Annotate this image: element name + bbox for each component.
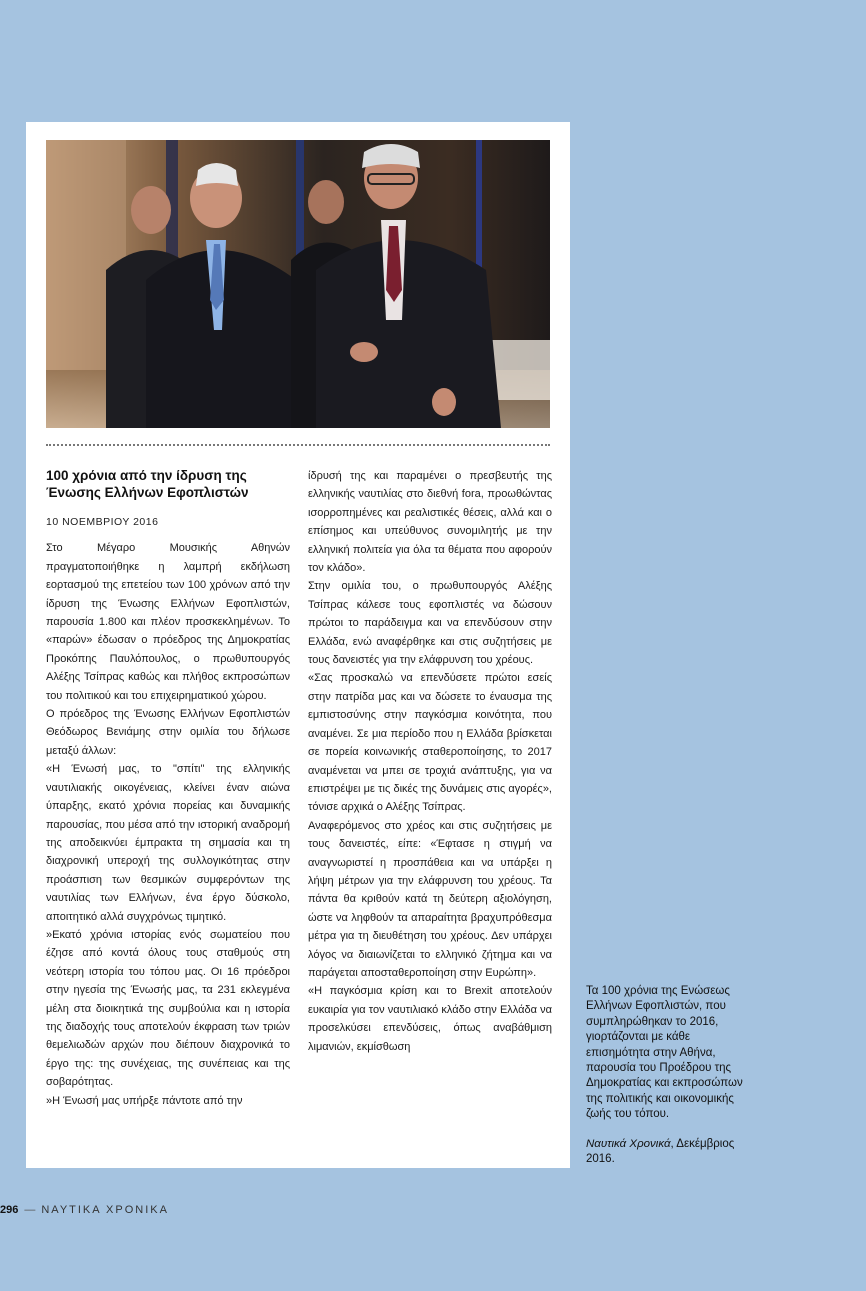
article-headline: 100 χρόνια από την ίδρυση της Ένωσης Ελλήνων Εφοπλιστών (46, 468, 249, 500)
caption-text: Τα 100 χρόνια της Ενώσεως Ελλήνων Εφοπλιστών, που συμπληρώθηκαν το 2016, γιορτάζονται με κάθε επισημότητα στην Αθήνα, παρουσία του Προέδρου της Δημοκρατίας και εκπροσώπων της πολιτικής και οικονομικής ζωής του τόπου. (586, 985, 743, 1121)
source-name: Ναυτικά Χρονικά (586, 1137, 671, 1150)
paragraph: Στο Μέγαρο Μουσικής Αθηνών πραγματοποιήθηκε η λαμπρή εκδήλωση εορτασμού της επετείου των 100 χρόνων από την ίδρυση της Ένωσης Ελλήνων Εφοπλιστών, παρουσία 1.800 και πλέον προσκεκλημένων. Το «παρών» έδωσαν ο πρόεδρος της Δημοκρατίας Προκόπης Παυλόπουλος, ο πρωθυπουργός Αλέξης Τσίπρας καθώς και πλήθος εκπροσώπων του πολιτικού και του επιχειρηματικού χώρου. (46, 542, 290, 702)
footer-dash: — (24, 1204, 36, 1216)
paragraph: »Η Ένωσή μας υπήρξε πάντοτε από την (46, 1094, 243, 1107)
publication-name: ΝΑΥΤΙΚΑ ΧΡΟΝΙΚΑ (41, 1204, 169, 1216)
paragraph: Ο πρόεδρος της Ένωσης Ελλήνων Εφοπλιστών Θεόδωρος Βενιάμης στην ομιλία του δήλωσε μεταξύ άλλων: (46, 708, 290, 757)
separator (46, 444, 550, 446)
paragraph: «Η παγκόσμια κρίση και το Brexit αποτελούν ευκαιρία για τον ναυτιλιακό κλάδο στην Ελλάδα να προσελκύσει επενδύσεις, όπως αναβάθμιση λιμανιών, εκμίσθωση (308, 985, 552, 1053)
page-footer (0, 1204, 169, 1216)
event-photo (46, 140, 550, 428)
caption-source (586, 1137, 756, 1168)
side-caption (586, 984, 756, 1167)
article-date: 10 ΝΟΕΜΒΡΙΟΥ 2016 (46, 516, 159, 528)
paragraph: Στην ομιλία του, ο πρωθυπουργός Αλέξης Τσίπρας κάλεσε τους εφοπλιστές να δώσουν πρώτοι το παράδειγμα και να επενδύσουν στην Ελλάδα, ενώ αναφέρθηκε και στις συζητήσεις με τους δανειστές για την ελάφρυνση του χρέους. (308, 580, 552, 667)
article-column-left (46, 467, 290, 1110)
paragraph: »Εκατό χρόνια ιστορίας ενός σωματείου που έζησε από κοντά όλους τους σταθμούς στη νεότερη ιστορία του τόπου μας. Οι 16 πρόεδροι στην ηγεσία της Ένωσής μας, τα 231 εκλεγμένα μέλη στα διοικητικά της συμβούλια και η ιστορία της διαδοχής τους αποτελούν έκφραση των τριών θεμελιωδών αρχών που διέπουν διαχρονικά το έργο της: της συνέχειας, της συνέπειας και της σοβαρότητας. (46, 928, 290, 1089)
paragraph: «Σας προσκαλώ να επενδύσετε πρώτοι εσείς στην πατρίδα μας και να δώσετε το έναυσμα της εμπιστοσύνης στην παγκόσμια κοινότητα, που αναμένει. Σε μια περίοδο που η Ελλάδα βρίσκεται σε πορεία κοινωνικής σταθεροποίησης, το 2017 αναμένεται να μπει σε τροχιά ανάπτυξης, για να επιστρέψει με τις δικές της δυνάμεις στις αγορές», τόνισε αρχικά ο Αλέξης Τσίπρας. (308, 672, 552, 814)
page-number: 296 (0, 1204, 19, 1216)
source-date: , Δεκέμβριος 2016. (586, 1137, 735, 1166)
article-column-right (308, 467, 552, 1056)
article-clipping (26, 122, 570, 1168)
paragraph: «Η Ένωσή μας, το "σπίτι" της ελληνικής ναυτιλιακής οικογένειας, κλείνει έναν αιώνα ύπαρξης, εκατό χρόνια πορείας και δυναμικής παρουσίας, που μέσα από την ιστορική αναδρομή της αποδεικνύει έμπρακτα τη σημασία και τη διαχρονική υπεροχή της συλλογικότητας στην προάσπιση των θεσμικών συμφερόντων της ναυτιλίας των Ελλήνων, ένα έργο δύσκολο, αποιτητικό αλλά συγχρόνως τιμητικό. (46, 763, 290, 923)
paragraph: ίδρυσή της και παραμένει ο πρεσβευτής της ελληνικής ναυτιλίας στο διεθνή fora, προωθώντας ισορροπημένες και ρεαλιστικές θέσεις, αλλά και ο επίσημος και υπεύθυνος συνομιλητής με την ελληνική πολιτεία για όλα τα θέματα που αφορούν τον κλάδο». (308, 470, 552, 575)
paragraph: Αναφερόμενος στο χρέος και στις συζητήσεις με τους δανειστές, είπε: «Έφτασε η στιγμή να αναγνωριστεί η προσπάθεια και να υπάρξει η λήψη μέτρων για την ελάφρυνση του χρέους. Τα πάντα θα κριθούν κατά τη δεύτερη αξιολόγηση, ώστε να ληφθούν τα απαραίτητα βραχυπρόθεσμα μέτρα για τη διευθέτηση του χρέους. Δεν υπάρχει λόγος να διαιωνίζεται το ελληνικό ζήτημα και να παράγεται αποσταθεροποίηση στην Ευρώπη». (308, 819, 552, 979)
